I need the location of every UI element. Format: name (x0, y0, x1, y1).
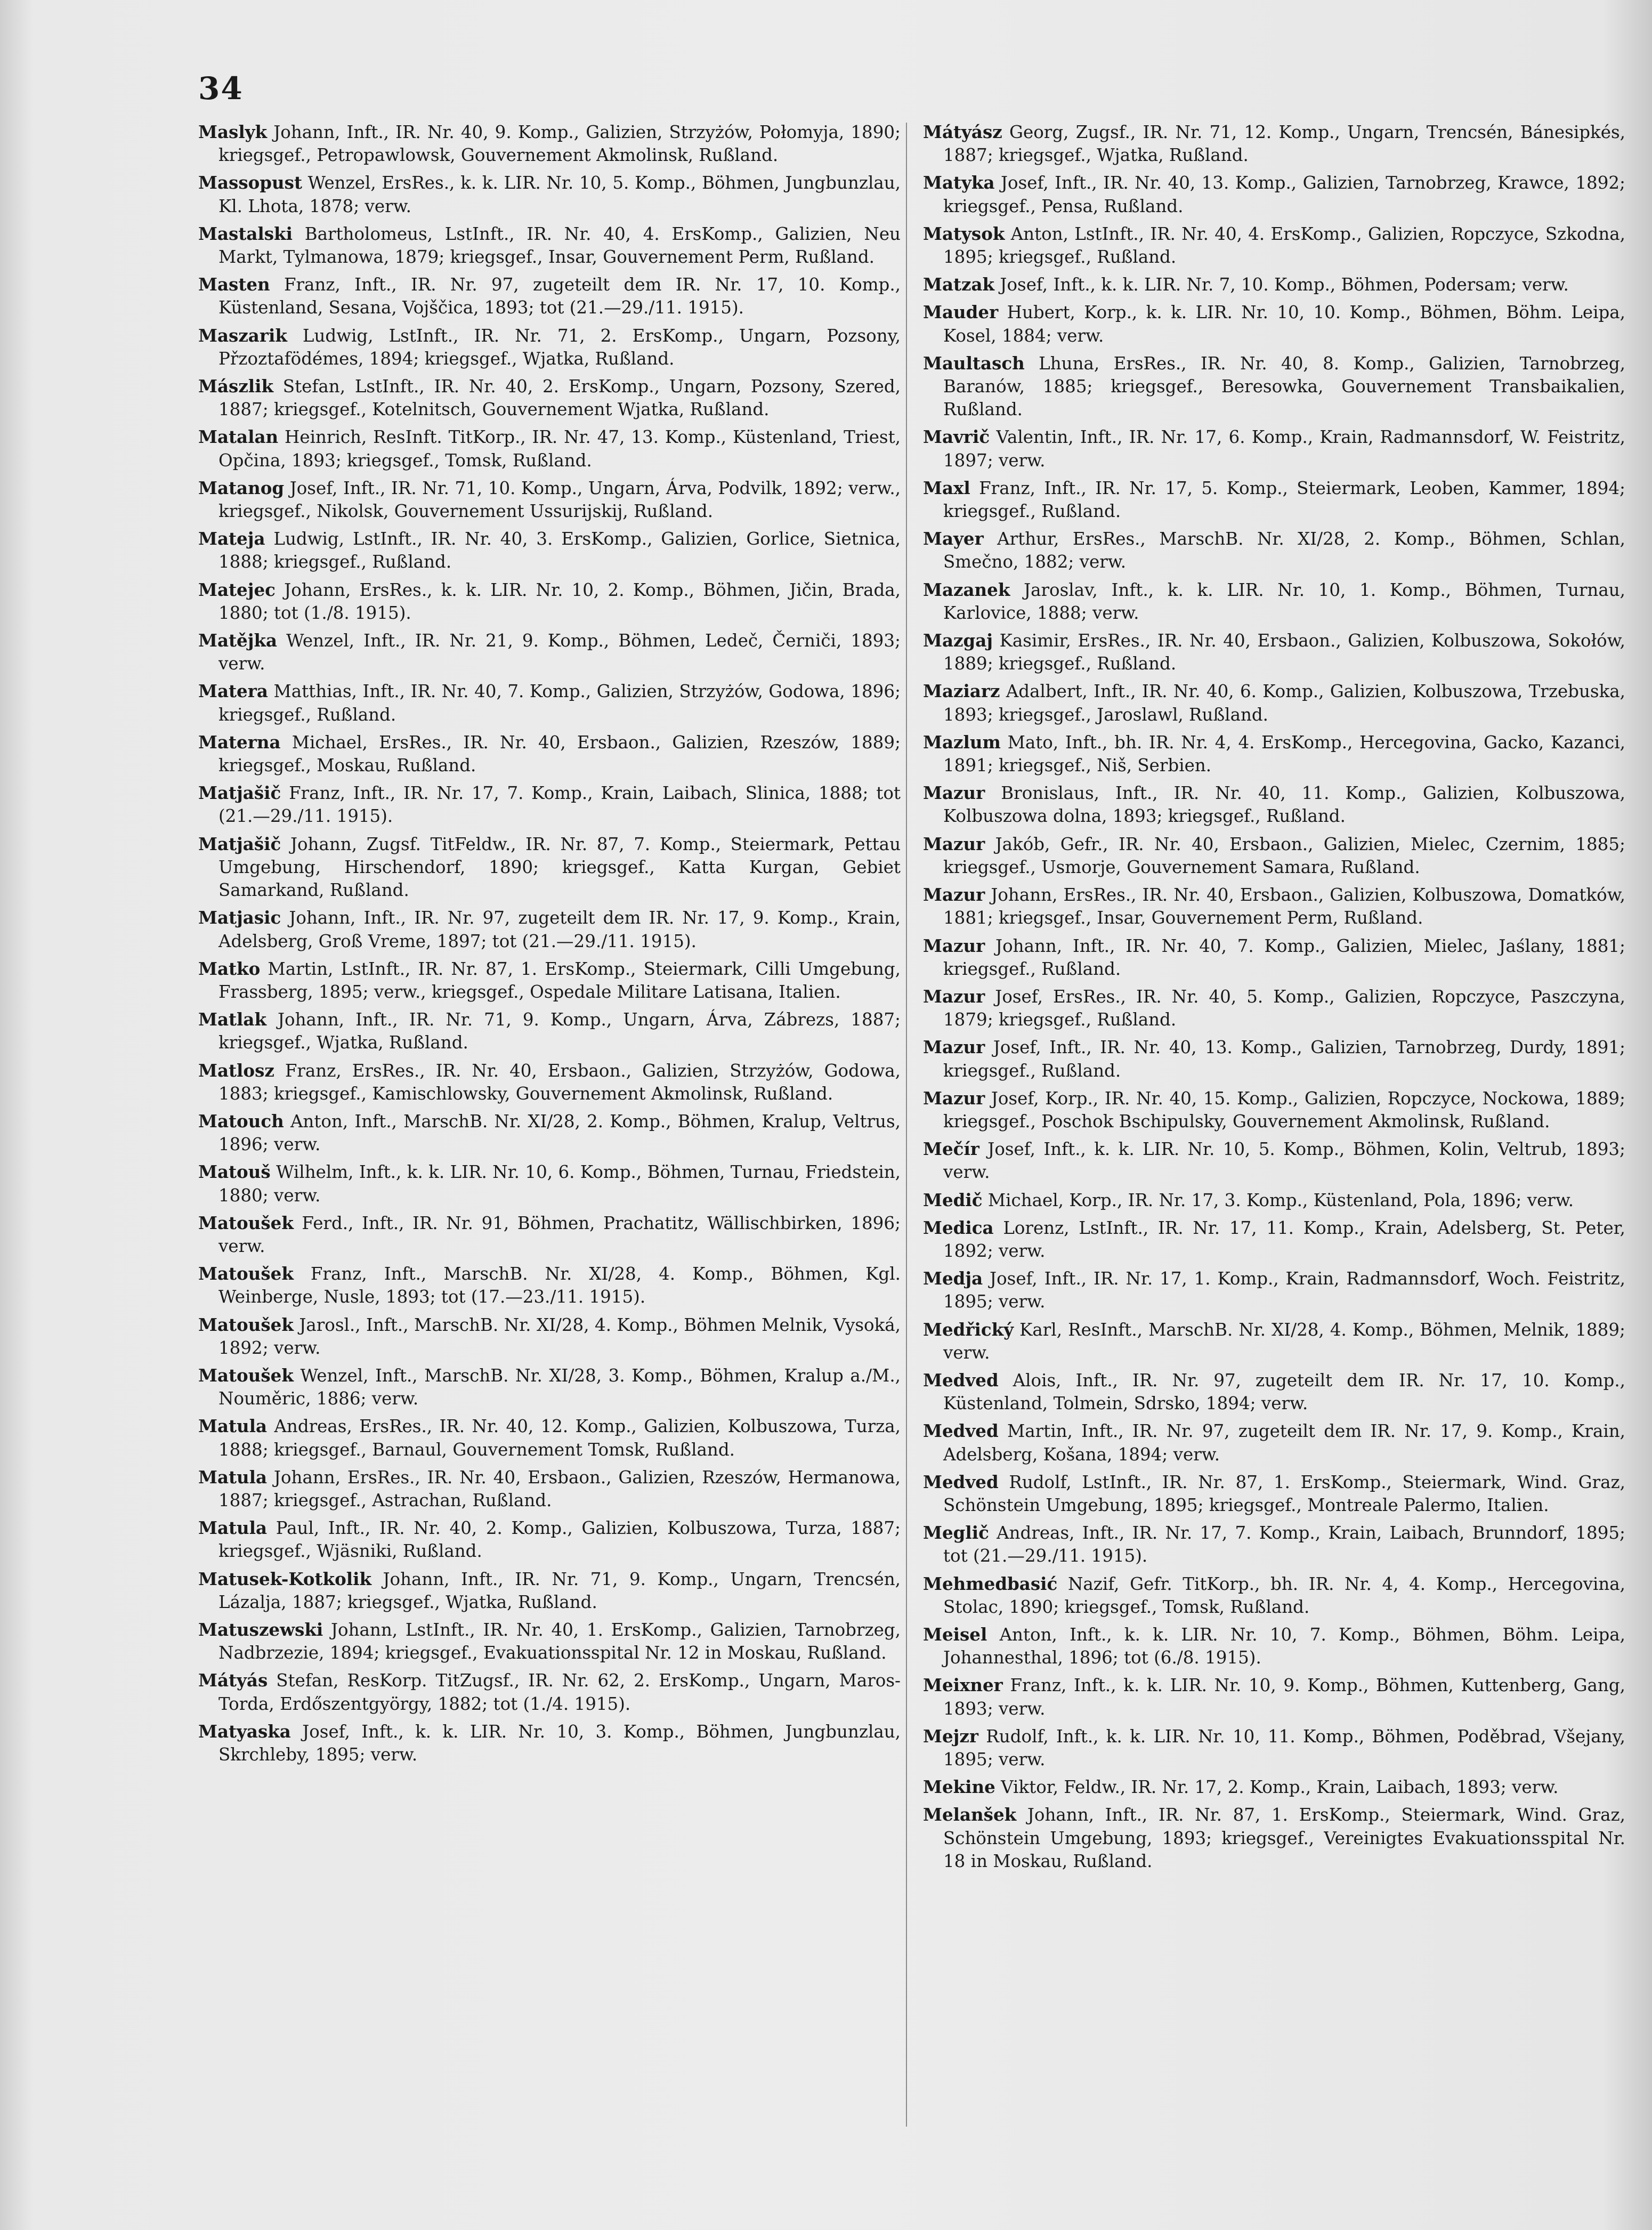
list-item (923, 1623, 1625, 1669)
list-item (923, 171, 1625, 217)
entry-surname: Medved (923, 1420, 999, 1442)
entry-surname: Masten (198, 274, 270, 295)
list-item (198, 629, 901, 675)
entry-details: Bronislaus, Inft., IR. Nr. 40, 11. Komp., Galizien, Kolbuszowa, Kolbuszowa dolna, 1893; kriegsgef., Rußland. (943, 783, 1625, 827)
list-item (198, 680, 901, 726)
entry-details: Lhuna, ErsRes., IR. Nr. 40, 8. Komp., Galizien, Tarnobrzeg, Baranów, 1885; kriegsgef., Beresowka, Gouvernement Transbaikalien, Rußland. (943, 353, 1625, 420)
list-item (923, 1803, 1625, 1873)
entry-details: Johann, ErsRes., k. k. LIR. Nr. 10, 2. Komp., Böhmen, Jičin, Brada, 1880; tot (1./8. 1915). (218, 579, 901, 623)
list-item (923, 301, 1625, 347)
entry-surname: Mehmedbasić (923, 1573, 1058, 1594)
list-item (923, 883, 1625, 930)
entry-surname: Matalan (198, 426, 279, 448)
entry-surname: Mazur (923, 1087, 985, 1109)
entry-surname: Matoušek (198, 1364, 294, 1386)
entry-details: Johann, Inft., IR. Nr. 40, 7. Komp., Galizien, Mielec, Jaślany, 1881; kriegsgef., Rußland. (943, 935, 1625, 979)
entry-details: Ludwig, LstInft., IR. Nr. 71, 2. ErsKomp., Ungarn, Pozsony, Přzoztafödémes, 1894; kriegsgef., Wjatka, Rußland. (218, 325, 901, 369)
entry-details: Franz, Inft., k. k. LIR. Nr. 10, 9. Komp., Böhmen, Kuttenberg, Gang, 1893; verw. (943, 1675, 1625, 1719)
list-item (198, 1415, 901, 1461)
right-column (923, 120, 1625, 1877)
list-item (923, 1318, 1625, 1364)
entry-surname: Mazur (923, 884, 985, 906)
list-item (923, 781, 1625, 828)
entry-details: Adalbert, Inft., IR. Nr. 40, 6. Komp., Galizien, Kolbuszowa, Trzebuska, 1893; kriegsgef., Jaroslawl, Rußland. (943, 681, 1625, 725)
entry-surname: Matula (198, 1517, 268, 1539)
entry-surname: Mečír (923, 1138, 979, 1160)
entry-surname: Matuszewski (198, 1619, 323, 1640)
entry-details: Andreas, Inft., IR. Nr. 17, 7. Komp., Krain, Laibach, Brunndorf, 1895; tot (21.—29./11. 1915). (943, 1523, 1625, 1566)
entry-details: Jakób, Gefr., IR. Nr. 40, Ersbaon., Galizien, Mielec, Czernim, 1885; kriegsgef., Usmorje, Gouvernement Samara, Rußland. (943, 834, 1625, 877)
list-item (923, 1419, 1625, 1466)
entry-surname: Mászlik (198, 376, 273, 397)
entry-details: Johann, LstInft., IR. Nr. 40, 1. ErsKomp., Galizien, Tarnobrzeg, Nadbrzezie, 1894; kriegsgef., Evakuationsspital Nr. 12 in Moskau, Rußland. (218, 1619, 901, 1663)
list-item (198, 120, 901, 167)
entry-details: Ferd., Inft., IR. Nr. 91, Böhmen, Prachatitz, Wällischbirken, 1896; verw. (218, 1213, 901, 1256)
entry-surname: Maszarik (198, 325, 287, 346)
entry-surname: Mazgaj (923, 630, 993, 651)
list-item (923, 1725, 1625, 1771)
list-item (198, 1516, 901, 1563)
list-item (198, 1568, 901, 1614)
list-item (198, 476, 901, 523)
entry-surname: Mastalski (198, 223, 293, 244)
list-item (198, 425, 901, 472)
list-item (198, 222, 901, 269)
entry-surname: Mazanek (923, 579, 1010, 600)
entry-details: Franz, Inft., IR. Nr. 17, 7. Komp., Krain, Laibach, Slinica, 1888; tot (21.—29./11. 1915). (218, 783, 901, 827)
entry-surname: Melanšek (923, 1804, 1017, 1825)
entry-details: Wenzel, Inft., IR. Nr. 21, 9. Komp., Böhmen, Ledeč, Černiči, 1893; verw. (218, 631, 901, 674)
list-item (923, 1189, 1625, 1212)
entry-details: Johann, ErsRes., IR. Nr. 40, Ersbaon., Galizien, Rzeszów, Hermanowa, 1887; kriegsgef., Astrachan, Rußland. (218, 1467, 901, 1510)
list-item (198, 1211, 901, 1258)
list-item (198, 324, 901, 370)
entry-surname: Matoušek (198, 1212, 294, 1233)
entry-surname: Matyaska (198, 1720, 291, 1742)
list-item (198, 1008, 901, 1054)
entry-details: Nazif, Gefr. TitKorp., bh. IR. Nr. 4, 4. Komp., Hercegovina, Stolac, 1890; kriegsgef., Tomsk, Rußland. (943, 1573, 1625, 1617)
list-item (923, 629, 1625, 675)
entry-details: Franz, Inft., IR. Nr. 17, 5. Komp., Steiermark, Leoben, Kammer, 1894; kriegsgef., Rußland. (943, 478, 1625, 522)
entry-surname: Matzak (923, 274, 995, 295)
entry-details: Josef, Korp., IR. Nr. 40, 15. Komp., Galizien, Ropczyce, Nockowa, 1889; kriegsgef., Poschok Bschipulsky, Gouvernement Akmolinsk, Rußland. (943, 1088, 1625, 1132)
entry-details: Wenzel, Inft., MarschB. Nr. XI/28, 3. Komp., Böhmen, Kralup a./M., Nouměric, 1886; verw. (218, 1365, 901, 1409)
entry-surname: Mateja (198, 528, 265, 550)
left-column (198, 120, 901, 1771)
entry-surname: Mazur (923, 1037, 985, 1058)
entry-details: Wenzel, ErsRes., k. k. LIR. Nr. 10, 5. Komp., Böhmen, Jungbunzlau, Kl. Lhota, 1878; verw. (218, 173, 901, 216)
entry-surname: Mejzr (923, 1725, 978, 1747)
entry-details: Josef, Inft., k. k. LIR. Nr. 10, 3. Komp., Böhmen, Jungbunzlau, Skrchleby, 1895; verw. (218, 1721, 901, 1765)
entry-surname: Medved (923, 1471, 999, 1492)
entry-surname: Mazur (923, 985, 985, 1007)
entry-surname: Matlak (198, 1009, 266, 1030)
entry-details: Johann, Inft., IR. Nr. 87, 1. ErsKomp., Steiermark, Wind. Graz, Schönstein Umgebung, 1893; kriegsgef., Vereinigtes Evakuationsspital Nr. 18 in Moskau, Rußland. (943, 1805, 1625, 1871)
entry-surname: Mekine (923, 1776, 995, 1798)
entry-surname: Mauder (923, 302, 999, 323)
entry-details: Rudolf, LstInft., IR. Nr. 87, 1. ErsKomp., Steiermark, Wind. Graz, Schönstein Umgebung, 1895; kriegsgef., Montreale Palermo, Italien. (943, 1472, 1625, 1515)
entry-details: Ludwig, LstInft., IR. Nr. 40, 3. ErsKomp., Galizien, Gorlice, Sietnica, 1888; kriegsgef., Rußland. (218, 529, 901, 572)
list-item (923, 120, 1625, 167)
entry-details: Stefan, ResKorp. TitZugsf., IR. Nr. 62, 2. ErsKomp., Ungarn, Maros-Torda, Erdőszentgyörgy, 1882; tot (1./4. 1915). (218, 1670, 901, 1714)
list-item (923, 222, 1625, 269)
column-divider (906, 123, 907, 2127)
entry-surname: Matjašič (198, 833, 281, 854)
list-item (923, 1470, 1625, 1517)
entry-surname: Matyka (923, 172, 995, 193)
entry-surname: Maslyk (198, 122, 268, 142)
entry-details: Johann, Inft., IR. Nr. 71, 9. Komp., Ungarn, Árva, Zábrezs, 1887; kriegsgef., Wjatka, Rußland. (218, 1009, 901, 1053)
list-item (923, 425, 1625, 472)
list-item (198, 731, 901, 777)
entry-details: Matthias, Inft., IR. Nr. 40, 7. Komp., Galizien, Strzyżów, Godowa, 1896; kriegsgef., Rußland. (218, 681, 901, 725)
entry-surname: Mazlum (923, 731, 1001, 753)
entry-surname: Medja (923, 1268, 983, 1289)
entry-surname: Matjasic (198, 907, 281, 928)
list-item (198, 527, 901, 573)
entry-details: Johann, Inft., IR. Nr. 71, 9. Komp., Ungarn, Trencsén, Lázalja, 1887; kriegsgef., Wjatka, Rußland. (218, 1569, 901, 1612)
list-item (198, 1059, 901, 1105)
entry-surname: Matouch (198, 1110, 284, 1132)
entry-surname: Mazur (923, 833, 985, 854)
list-item (198, 906, 901, 952)
entry-details: Josef, Inft., IR. Nr. 17, 1. Komp., Krain, Radmannsdorf, Woch. Feistritz, 1895; verw. (943, 1268, 1625, 1312)
entry-surname: Meglič (923, 1522, 989, 1544)
list-item (923, 1369, 1625, 1415)
entry-surname: Maziarz (923, 681, 1000, 702)
list-item (923, 934, 1625, 981)
entry-surname: Matejec (198, 579, 276, 600)
entry-details: Michael, Korp., IR. Nr. 17, 3. Komp., Küstenland, Pola, 1896; verw. (982, 1190, 1574, 1210)
list-item (198, 1466, 901, 1512)
page-number: 34 (198, 70, 244, 107)
entry-details: Josef, Inft., k. k. LIR. Nr. 10, 5. Komp., Böhmen, Kolin, Veltrub, 1893; verw. (943, 1139, 1625, 1183)
list-item (923, 985, 1625, 1031)
list-item (923, 1267, 1625, 1313)
list-item (923, 352, 1625, 422)
list-item (923, 273, 1625, 296)
entry-details: Josef, Inft., IR. Nr. 71, 10. Komp., Ungarn, Árva, Podvilk, 1892; verw., kriegsgef., Nikolsk, Gouvernement Ussurijskij, Rußland. (218, 478, 901, 522)
entry-details: Franz, Inft., MarschB. Nr. XI/28, 4. Komp., Böhmen, Kgl. Weinberge, Nusle, 1893; tot (17.—23./11. 1915). (218, 1264, 901, 1307)
entry-details: Franz, ErsRes., IR. Nr. 40, Ersbaon., Galizien, Strzyżów, Godowa, 1883; kriegsgef., Kamischlowsky, Gouvernement Akmolinsk, Rußland. (218, 1060, 901, 1104)
list-item (198, 578, 901, 625)
entry-details: Heinrich, ResInft. TitKorp., IR. Nr. 47, 13. Komp., Küstenland, Triest, Opčina, 1893; kriegsgef., Tomsk, Rußland. (218, 427, 901, 471)
entry-details: Josef, Inft., IR. Nr. 40, 13. Komp., Galizien, Tarnobrzeg, Durdy, 1891; kriegsgef., Rußland. (943, 1037, 1625, 1081)
entry-details: Arthur, ErsRes., MarschB. Nr. XI/28, 2. Komp., Böhmen, Schlan, Smečno, 1882; verw. (943, 529, 1625, 572)
list-item (923, 1521, 1625, 1568)
list-item (198, 1720, 901, 1766)
list-item (923, 1572, 1625, 1619)
entry-surname: Medica (923, 1217, 994, 1238)
entry-details: Josef, ErsRes., IR. Nr. 40, 5. Komp., Galizien, Ropczyce, Paszczyna, 1879; kriegsgef., Rußland. (943, 986, 1625, 1030)
list-item (923, 1087, 1625, 1133)
list-item (198, 1313, 901, 1360)
entry-details: Josef, Inft., k. k. LIR. Nr. 7, 10. Komp., Böhmen, Podersam; verw. (994, 274, 1569, 295)
entry-details: Mato, Inft., bh. IR. Nr. 4, 4. ErsKomp., Hercegovina, Gacko, Kazanci, 1891; kriegsgef., Niš, Serbien. (943, 732, 1625, 776)
entry-details: Andreas, ErsRes., IR. Nr. 40, 12. Komp., Galizien, Kolbuszowa, Turza, 1888; kriegsgef., Barnaul, Gouvernement Tomsk, Rußland. (218, 1416, 901, 1460)
list-item (923, 680, 1625, 726)
entry-details: Georg, Zugsf., IR. Nr. 71, 12. Komp., Ungarn, Trencsén, Bánesipkés, 1887; kriegsgef., Wjatka, Rußland. (943, 122, 1625, 166)
list-item (198, 1160, 901, 1207)
list-item (923, 833, 1625, 879)
list-item (198, 1110, 901, 1156)
entry-details: Wilhelm, Inft., k. k. LIR. Nr. 10, 6. Komp., Böhmen, Turnau, Friedstein, 1880; verw. (218, 1162, 901, 1206)
entry-surname: Medič (923, 1189, 983, 1210)
entry-surname: Maultasch (923, 352, 1025, 374)
entry-details: Jaroslav, Inft., k. k. LIR. Nr. 10, 1. Komp., Böhmen, Turnau, Karlovice, 1888; verw. (943, 579, 1625, 623)
entry-details: Anton, LstInft., IR. Nr. 40, 4. ErsKomp., Galizien, Ropczyce, Szkodna, 1895; kriegsgef., Rußland. (943, 223, 1625, 268)
entry-details: Rudolf, Inft., k. k. LIR. Nr. 10, 11. Komp., Böhmen, Poděbrad, Všejany, 1895; verw. (943, 1726, 1625, 1770)
entry-details: Johann, ErsRes., IR. Nr. 40, Ersbaon., Galizien, Kolbuszowa, Domatków, 1881; kriegsgef., Insar, Gouvernement Perm, Rußland. (943, 885, 1625, 928)
list-item (198, 273, 901, 319)
entry-surname: Matera (198, 681, 268, 702)
entry-surname: Matouš (198, 1161, 271, 1183)
entry-surname: Matějka (198, 630, 278, 651)
list-item (198, 171, 901, 217)
entry-surname: Matoušek (198, 1314, 294, 1335)
list-item (923, 1216, 1625, 1263)
entry-details: Johann, Zugsf. TitFeldw., IR. Nr. 87, 7. Komp., Steiermark, Pettau Umgebung, Hirschendorf, 1890; kriegsgef., Katta Kurgan, Gebiet Samarkand, Rußland. (218, 834, 901, 901)
list-item (923, 527, 1625, 573)
entry-surname: Mayer (923, 528, 984, 550)
list-item (923, 578, 1625, 625)
entry-surname: Matjašič (198, 782, 281, 804)
entry-details: Bartholomeus, LstInft., IR. Nr. 40, 4. ErsKomp., Galizien, Neu Markt, Tylmanowa, 1879; kriegsgef., Insar, Gouvernement Perm, Rußland. (218, 223, 901, 268)
entry-surname: Mavrič (923, 426, 990, 448)
entry-details: Lorenz, LstInft., IR. Nr. 17, 11. Komp., Krain, Adelsberg, St. Peter, 1892; verw. (943, 1217, 1625, 1261)
entry-details: Johann, Inft., IR. Nr. 97, zugeteilt dem IR. Nr. 17, 9. Komp., Krain, Adelsberg, Groß Vreme, 1897; tot (21.—29./11. 1915). (218, 908, 901, 951)
entry-surname: Meixner (923, 1675, 1003, 1696)
entry-surname: Massopust (198, 172, 302, 193)
list-item (198, 957, 901, 1004)
list-item (923, 1137, 1625, 1184)
entry-details: Paul, Inft., IR. Nr. 40, 2. Komp., Galizien, Kolbuszowa, Turza, 1887; kriegsgef., Wjäsniki, Rußland. (218, 1518, 901, 1562)
list-item (198, 833, 901, 902)
entry-surname: Mazur (923, 782, 985, 804)
entry-details: Franz, Inft., IR. Nr. 97, zugeteilt dem IR. Nr. 17, 10. Komp., Küstenland, Sesana, Vojščica, 1893; tot (21.—29./11. 1915). (218, 274, 901, 318)
entry-details: Anton, Inft., k. k. LIR. Nr. 10, 7. Komp., Böhmen, Böhm. Leipa, Johannesthal, 1896; tot (6./8. 1915). (943, 1624, 1625, 1668)
entry-surname: Medved (923, 1369, 999, 1391)
entry-surname: Matlosz (198, 1060, 274, 1081)
list-item (923, 1674, 1625, 1720)
entry-details: Valentin, Inft., IR. Nr. 17, 6. Komp., Krain, Radmannsdorf, W. Feistritz, 1897; verw. (943, 427, 1625, 471)
entry-surname: Matoušek (198, 1263, 294, 1284)
list-item (198, 375, 901, 421)
entry-details: Josef, Inft., IR. Nr. 40, 13. Komp., Galizien, Tarnobrzeg, Krawce, 1892; kriegsgef., Pensa, Rußland. (943, 173, 1625, 216)
list-item (923, 1775, 1625, 1799)
entry-surname: Matanog (198, 477, 285, 498)
entry-details: Alois, Inft., IR. Nr. 97, zugeteilt dem IR. Nr. 17, 10. Komp., Küstenland, Tolmein, Sdrsko, 1894; verw. (943, 1370, 1625, 1414)
entry-surname: Matysok (923, 223, 1005, 244)
entry-surname: Matula (198, 1416, 268, 1437)
entry-details: Anton, Inft., MarschB. Nr. XI/28, 2. Komp., Böhmen, Kralup, Veltrus, 1896; verw. (218, 1111, 901, 1155)
entry-surname: Meisel (923, 1623, 987, 1645)
list-item (923, 476, 1625, 523)
entry-details: Kasimir, ErsRes., IR. Nr. 40, Ersbaon., Galizien, Kolbuszowa, Sokołów, 1889; kriegsgef., Rußland. (943, 631, 1625, 674)
entry-surname: Matula (198, 1466, 268, 1488)
list-item (198, 1618, 901, 1665)
entry-surname: Matusek-Kotkolik (198, 1568, 371, 1589)
entry-surname: Mazur (923, 935, 985, 956)
list-item (198, 1669, 901, 1715)
list-item (198, 781, 901, 828)
list-item (923, 731, 1625, 777)
entry-details: Jarosl., Inft., MarschB. Nr. XI/28, 4. Komp., Böhmen Melnik, Vysoká, 1892; verw. (218, 1314, 901, 1358)
entry-surname: Matko (198, 958, 261, 979)
entry-surname: Maxl (923, 477, 970, 498)
list-item (198, 1262, 901, 1308)
entry-surname: Mátyás (198, 1670, 268, 1691)
list-item (198, 1364, 901, 1410)
entry-surname: Materna (198, 731, 281, 753)
entry-details: Stefan, LstInft., IR. Nr. 40, 2. ErsKomp., Ungarn, Pozsony, Szered, 1887; kriegsgef., Kotelnitsch, Gouvernement Wjatka, Rußland. (218, 376, 901, 420)
entry-surname: Mátyász (923, 122, 1002, 142)
entry-surname: Medřický (923, 1319, 1014, 1340)
entry-details: Johann, Inft., IR. Nr. 40, 9. Komp., Galizien, Strzyżów, Połomyja, 1890; kriegsgef., Petropawlowsk, Gouvernement Akmolinsk, Rußland. (218, 122, 901, 166)
list-item (923, 1036, 1625, 1082)
entry-details: Hubert, Korp., k. k. LIR. Nr. 10, 10. Komp., Böhmen, Böhm. Leipa, Kosel, 1884; verw. (943, 302, 1625, 346)
entry-details: Michael, ErsRes., IR. Nr. 40, Ersbaon., Galizien, Rzeszów, 1889; kriegsgef., Moskau, Rußland. (218, 732, 901, 776)
entry-details: Martin, Inft., IR. Nr. 97, zugeteilt dem IR. Nr. 17, 9. Komp., Krain, Adelsberg, Košana, 1894; verw. (943, 1421, 1625, 1465)
entry-details: Karl, ResInft., MarschB. Nr. XI/28, 4. Komp., Böhmen, Melnik, 1889; verw. (943, 1319, 1625, 1363)
entry-details: Martin, LstInft., IR. Nr. 87, 1. ErsKomp., Steiermark, Cilli Umgebung, Frassberg, 1895; verw., kriegsgef., Ospedale Militare Latisana, Italien. (218, 958, 901, 1002)
entry-details: Viktor, Feldw., IR. Nr. 17, 2. Komp., Krain, Laibach, 1893; verw. (995, 1777, 1559, 1798)
